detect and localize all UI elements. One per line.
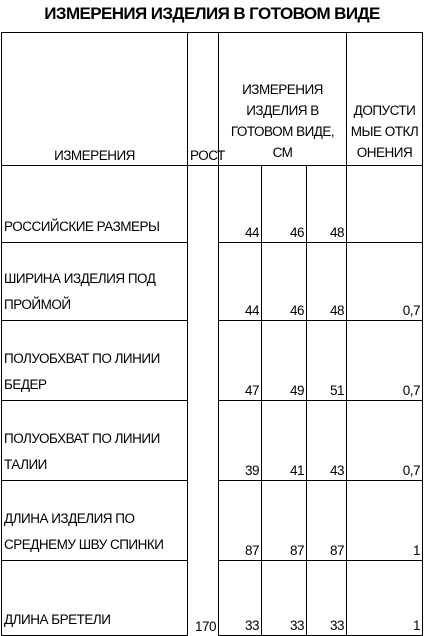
size-value: 87 (262, 481, 307, 561)
size-value: 33 (262, 561, 307, 636)
tolerance-value: 0,7 (347, 401, 423, 481)
size-value: 43 (307, 401, 347, 481)
row-label: ДЛИНА ИЗДЕЛИЯ ПО СРЕДНЕМУ ШВУ СПИНКИ (2, 481, 188, 561)
header-measure: ИЗМЕРЕНИЯ (2, 33, 188, 166)
size-value: 41 (262, 401, 307, 481)
size-table (1, 32, 423, 636)
tolerance-value: 0,7 (347, 321, 423, 401)
size-value: 49 (262, 321, 307, 401)
size-value: 33 (307, 561, 347, 636)
row-label: РОССИЙСКИЕ РАЗМЕРЫ (2, 166, 188, 243)
tolerance-value: 1 (347, 481, 423, 561)
tolerance-value: 0,7 (347, 243, 423, 321)
size-value: 39 (219, 401, 262, 481)
header-sizes: ИЗМЕРЕНИЯ ИЗДЕЛИЯ В ГОТОВОМ ВИДЕ, СМ (219, 33, 347, 166)
size-value: 87 (219, 481, 262, 561)
height-value: 170 (188, 166, 219, 636)
header-tolerance: ДОПУСТИМЫЕ ОТКЛОНЕНИЯ (347, 33, 423, 166)
table-row (2, 166, 423, 243)
size-value: 46 (262, 243, 307, 321)
tolerance-value (347, 166, 423, 243)
row-label: ДЛИНА БРЕТЕЛИ (2, 561, 188, 636)
size-value: 44 (219, 166, 262, 243)
size-value: 48 (307, 166, 347, 243)
size-value: 44 (219, 243, 262, 321)
header-row (2, 33, 423, 166)
size-value: 33 (219, 561, 262, 636)
row-label: ШИРИНА ИЗДЕЛИЯ ПОД ПРОЙМОЙ (2, 243, 188, 321)
tolerance-value: 1 (347, 561, 423, 636)
size-value: 48 (307, 243, 347, 321)
size-value: 46 (262, 166, 307, 243)
chart-title: ИЗМЕРЕНИЯ ИЗДЕЛИЯ В ГОТОВОМ ВИДЕ (44, 4, 380, 23)
header-height: РОСТ (188, 33, 219, 166)
size-value: 87 (307, 481, 347, 561)
row-label: ПОЛУОБХВАТ ПО ЛИНИИ БЕДЕР (2, 321, 188, 401)
row-label: ПОЛУОБХВАТ ПО ЛИНИИ ТАЛИИ (2, 401, 188, 481)
size-value: 47 (219, 321, 262, 401)
size-value: 51 (307, 321, 347, 401)
